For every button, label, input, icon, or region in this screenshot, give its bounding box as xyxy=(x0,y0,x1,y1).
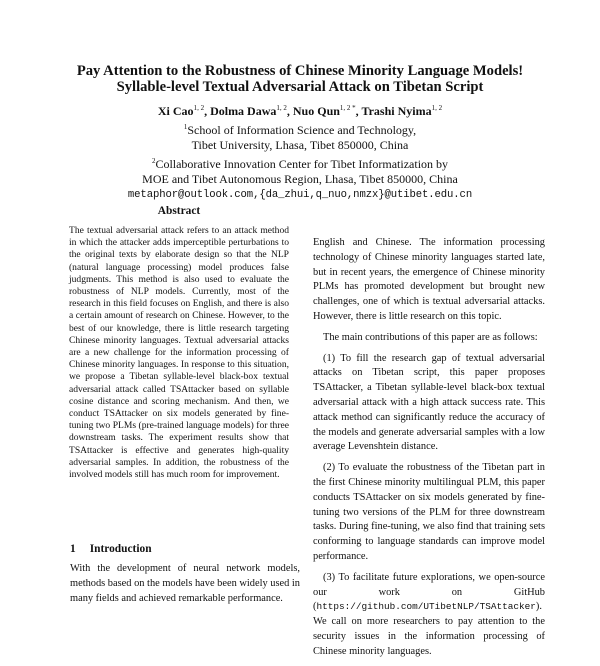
contribution-2: (2) To evaluate the robustness of the Tibetan part in the first Chinese minority multilingual PLM, this paper conducts TSAttacker on six models generated by fine-tuning two versions of the PLM for three downstream tasks. During fine-tuning, we also find that training sets conforming to language standards can improve model performance. xyxy=(313,462,545,562)
affiliation-2-line-2: MOE and Tibet Autonomous Region, Lhasa, Tibet 850000, China xyxy=(142,172,458,186)
author-block xyxy=(40,101,560,203)
paragraph: English and Chinese. The information processing technology of Chinese minority languages started late, but in recent years, the emergence of Chinese minority PLMs has promoted development but brought new challenges, one of which is textual adversarial attacks. However, there is little research on this topic. xyxy=(313,237,545,322)
paper-title xyxy=(40,63,560,95)
right-column xyxy=(313,236,545,666)
affiliation-2: $^2$Collaborative Innovation Center for Tibet Informatization by xyxy=(151,156,449,171)
affiliation-1: $^1$School of Information Science and Technology, xyxy=(183,122,417,137)
abstract-heading: Abstract xyxy=(157,205,201,217)
paragraph: The main contributions of this paper are as follows: xyxy=(323,331,538,343)
author-3: Nuo Qun$^{1, 2 *}$, xyxy=(292,104,362,118)
introduction-text: With the development of neural network models, methods based on the models have been widely used in many fields and achieved remarkable performance. xyxy=(70,563,300,604)
abstract-text: The textual adversarial attack refers to an attack method in which the attacker adds imperceptible perturbations to the original texts by elaborate design so that the NLP (natural language processing) model produces false judgments. This method is also used to evaluate the robustness of NLP models. Currently, most of the research in this field focuses on English, and there is also a certain amount of research on Chinese. However, to the best of our knowledge, there is little research targeting Chinese minority languages. Textual adversarial attacks are a new challenge for the information processing of Chinese minority languages. In response to this situation, we propose a Tibetan syllable-level black-box textual adversarial attack called TSAttacker based on syllable cosine distance and scoring mechanism. And then, we conduct TSAttacker on six models generated by fine-tuning two PLMs (pre-trained language models) for three downstream tasks. The experiment results show that TSAttacker is effective and generates high-quality adversarial samples. In addition, the robustness of the involved models still has much room for improvement. xyxy=(69,225,289,481)
author-2: Dolma Dawa$^{1, 2}$, xyxy=(210,104,293,118)
section-heading-introduction xyxy=(70,543,166,555)
contribution-1: (1) To fill the research gap of textual adversarial attacks on Tibetan script, this paper proposes TSAttacker, a Tibetan syllable-level black-box textual adversarial attack with a high attack success rate. This attack method can significantly reduce the accuracy of the models and generate adversarial samples with a low average Levenshtein distance. xyxy=(313,352,545,453)
section-number: 1 xyxy=(70,543,76,555)
author-1: Xi Cao$^{1, 2}$, xyxy=(157,104,211,118)
author-list xyxy=(40,101,560,120)
abstract-section xyxy=(62,205,296,481)
section-title: Introduction xyxy=(89,543,152,555)
affiliation-1-line-2: Tibet University, Lhasa, Tibet 850000, China xyxy=(191,138,409,152)
contribution-3: (3) To facilitate future explorations, we open-source our work on GitHub (https://github.com/UTibetNLP/TSAttacker). We call on more researchers to pay attention to the security issues in the information processing of Chinese minority languages. xyxy=(313,571,545,657)
author-emails[interactable]: metaphor@outlook.com,{da_zhui,q_nuo,nmzx}@utibet.edu.cn xyxy=(127,188,473,201)
title-line-2: Syllable-level Textual Adversarial Attack on Tibetan Script xyxy=(116,79,484,95)
title-line-1: Pay Attention to the Robustness of Chinese Minority Language Models! xyxy=(76,63,524,79)
author-4: Trashi Nyima$^{1, 2}$ xyxy=(361,104,443,118)
github-link[interactable]: https://github.com/UTibetNLP/TSAttacker xyxy=(316,601,536,613)
